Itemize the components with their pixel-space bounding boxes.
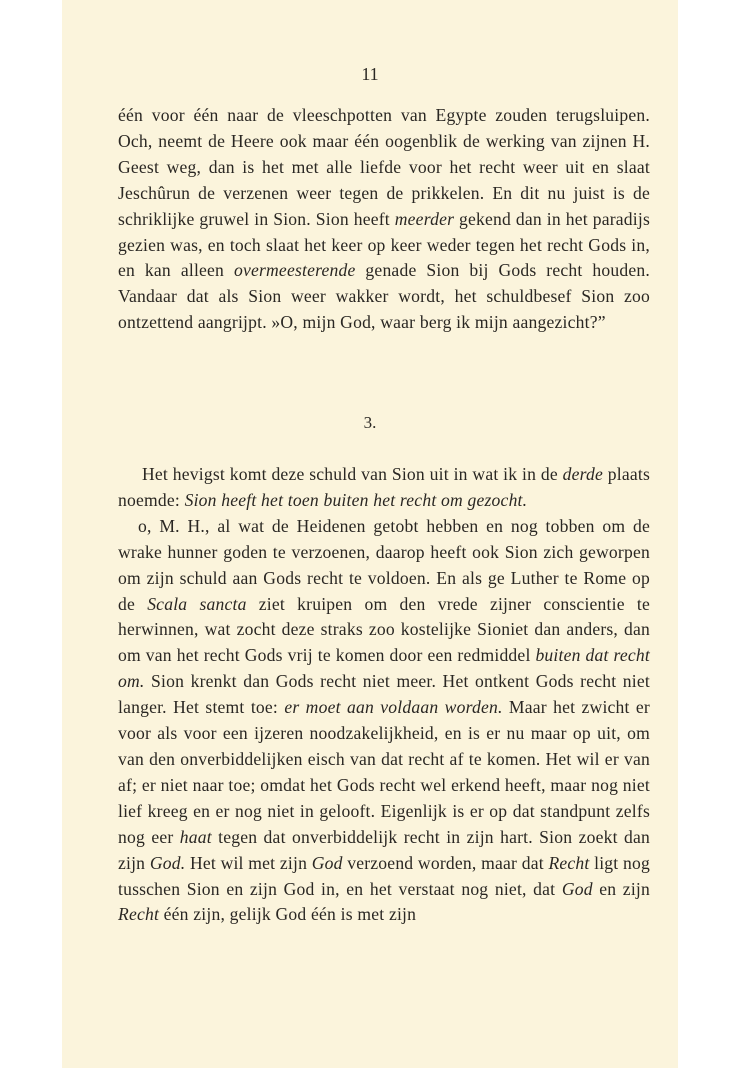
- paragraph-3-part-10: één zijn, gelijk God één is met zijn: [159, 904, 417, 925]
- paragraph-3-part-3: Sion krenkt dan Gods recht niet meer. Het ontkent Gods recht niet langer. Het stemt toe:: [118, 671, 650, 718]
- book-page: [62, 0, 678, 1068]
- paragraph-1-emphasis-2: overmeesterende: [233, 260, 356, 281]
- paragraph-3-part-6: Het wil met zijn: [185, 852, 312, 873]
- paragraph-2: [118, 462, 650, 514]
- paragraph-3-part-8: ligt nog tusschen Sion en zijn God in, en het verstaat nog niet, dat: [118, 852, 651, 899]
- section-3-text: [118, 462, 650, 928]
- paragraph-1-part-2: gekend dan in het paradijs gezien was, en toch slaat het keer op keer weder tegen het recht Gods in, en kan alleen: [118, 208, 650, 281]
- paragraph-3-part-9: en zijn: [592, 878, 650, 899]
- paragraph-1-part-3: genade Sion bij Gods recht houden. Vandaar dat als Sion weer wakker wordt, het schuldbesef Sion zoo ontzettend aangrijpt. »O, mijn God, waar berg ik mijn aangezicht?”: [118, 260, 650, 333]
- paragraph-3-emphasis-5: God.: [149, 852, 186, 873]
- paragraph-3-part-2: ziet kruipen om den vrede zijner conscientie te herwinnen, wat zocht deze straks zoo kostelijke Sioniet dan anders, dan om van het recht Gods vrij te komen door een redmiddel: [118, 593, 650, 666]
- paragraph-2-emphasis-2: Sion heeft het toen buiten het recht om gezocht.: [184, 489, 528, 510]
- paragraph-1: [118, 103, 650, 336]
- paragraph-3-emphasis-4: haat: [179, 826, 212, 847]
- paragraph-3-part-4: Maar het zwicht er voor als voor een ijzeren noodzakelijkheid, en is er nu maar op uit, om van den onverbiddelijken eisch van dat recht af te komen. Het wil er van af; er niet naar toe; omdat het Gods recht wel erkend heeft, maar nog niet lief kreeg en er nog niet in gelooft. Eigenlijk is er op dat standpunt zelfs nog eer: [118, 697, 650, 847]
- paragraph-3-emphasis-7: Recht: [548, 852, 590, 873]
- paragraph-3-part-5: tegen dat onverbiddelijk recht in zijn hart. Sion zoekt dan zijn: [118, 826, 650, 873]
- paragraph-2-part-2: plaats noemde:: [118, 464, 651, 510]
- paragraph-3-emphasis-1: Scala sancta: [147, 593, 247, 614]
- paragraph-2-emphasis-1: derde: [562, 464, 604, 484]
- paragraph-1-text: [118, 103, 650, 336]
- section-number: 3.: [363, 413, 377, 432]
- paragraph-3-emphasis-3: er moet aan voldaan worden.: [284, 697, 503, 718]
- paragraph-1-emphasis-1: meerder: [394, 208, 455, 229]
- paragraph-2-part-1: Het hevigst komt deze schuld van Sion uit in wat ik in de: [142, 464, 563, 484]
- paragraph-3: [118, 514, 650, 929]
- paragraph-3-emphasis-8: God: [561, 878, 593, 899]
- paragraph-1-part-1: één voor één naar de vleeschpotten van Egypte zouden terugsluipen. Och, neemt de Heere ook maar één oogenblik de werking van zijnen H. Geest weg, dan is het met alle liefde voor het recht weer uit en slaat Jeschûrun de verzenen weer tegen de prikkelen. En dit nu juist is de schriklijke gruwel in Sion. Sion heeft: [118, 105, 650, 229]
- paragraph-3-emphasis-2: buiten dat recht om.: [118, 645, 650, 692]
- paragraph-3-part-7: verzoend worden, maar dat: [342, 852, 549, 873]
- paragraph-3-part-1: o, M. H., al wat de Heidenen getobt hebben en nog tobben om de wrake hunner goden te verzoenen, daarop heeft ook Sion zich geworpen om zijn schuld aan Gods recht te voldoen. En als ge Luther te Rome op de: [118, 515, 650, 614]
- paragraph-3-emphasis-6: God: [311, 852, 343, 873]
- paragraph-3-emphasis-9: Recht: [118, 904, 160, 925]
- page-number: 11: [361, 64, 379, 84]
